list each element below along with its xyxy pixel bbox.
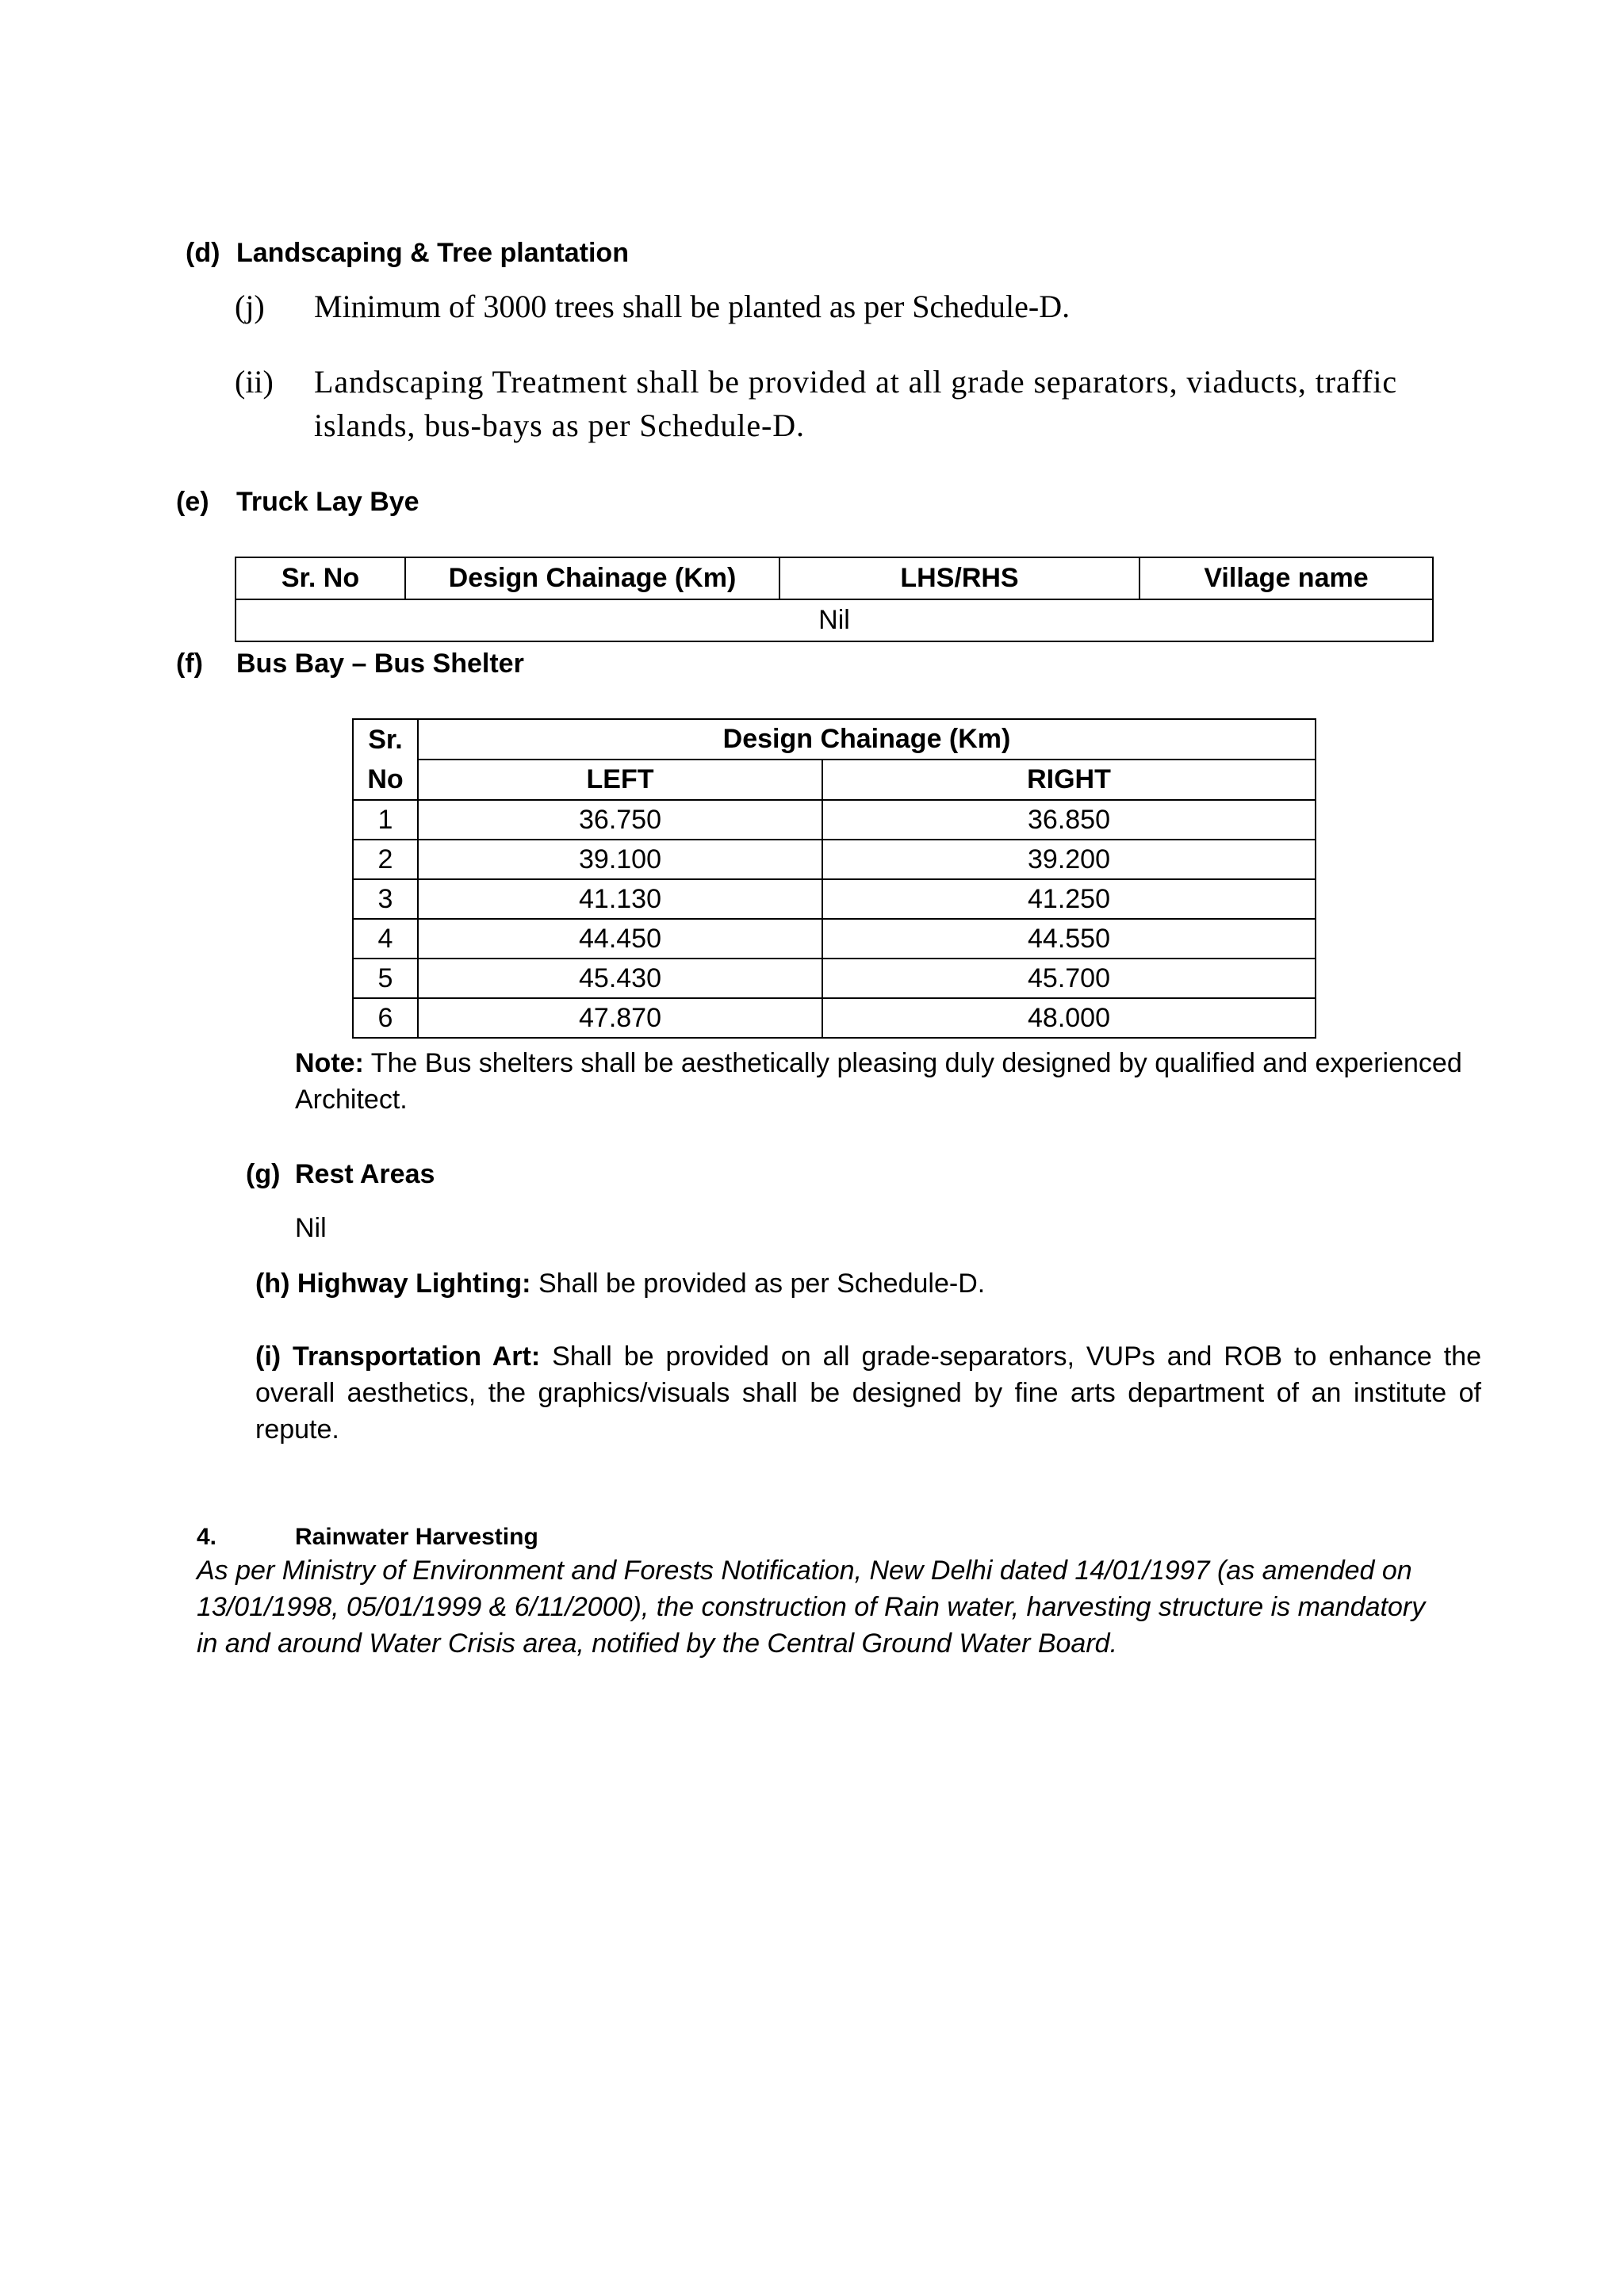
truck-lay-bye-table <box>235 557 1434 642</box>
left-cell: 36.750 <box>418 800 822 840</box>
section-i-text-line2: overall aesthetics, the graphics/visuals shall be designed by fine arts department of an institute of <box>255 1378 1481 1408</box>
section-f-title: Bus Bay – Bus Shelter <box>236 649 524 679</box>
section-4-number: 4. <box>197 1524 217 1550</box>
sr-cell: 2 <box>353 840 418 879</box>
item-ii-marker: (ii) <box>235 364 274 400</box>
left-cell: 41.130 <box>418 879 822 919</box>
note-label: Note: <box>295 1048 364 1078</box>
sr-cell: 3 <box>353 879 418 919</box>
section-e-label: (e) <box>176 487 209 517</box>
sr-cell: 6 <box>353 998 418 1038</box>
section-4-line1: As per Ministry of Environment and Forests Notification, New Delhi dated 14/01/1997 (as amended on <box>197 1556 1412 1586</box>
section-4-title: Rainwater Harvesting <box>295 1524 538 1550</box>
item-ii-text-line2: islands, bus-bays as per Schedule-D. <box>314 408 805 443</box>
section-4-body <box>197 1552 1481 1662</box>
section-i <box>255 1338 1481 1448</box>
section-f-label: (f) <box>176 649 203 679</box>
header-sr-no: Sr. No <box>236 557 405 599</box>
header-sr-no <box>353 719 418 800</box>
table-row <box>353 919 1316 959</box>
right-cell: 44.550 <box>822 919 1316 959</box>
left-cell: 47.870 <box>418 998 822 1038</box>
header-design-chainage: Design Chainage (Km) <box>405 557 779 599</box>
header-village-name: Village name <box>1139 557 1433 599</box>
sr-cell: 4 <box>353 919 418 959</box>
section-4-line2: 13/01/1998, 05/01/1999 & 6/11/2000), the construction of Rain water, harvesting structure is mandatory <box>197 1592 1426 1622</box>
item-j-marker: (j) <box>235 289 265 324</box>
section-h-text: Shall be provided as per Schedule-D. <box>538 1269 986 1299</box>
nil-cell: Nil <box>236 599 1433 641</box>
table-subheader-row <box>353 760 1316 800</box>
bus-shelter-note <box>295 1045 1481 1118</box>
table-row <box>353 879 1316 919</box>
item-j-text: Minimum of 3000 trees shall be planted as per Schedule-D. <box>314 289 1071 324</box>
section-i-label: (i) <box>255 1341 282 1372</box>
table-row <box>353 998 1316 1038</box>
right-cell: 48.000 <box>822 998 1316 1038</box>
bus-bay-table <box>352 718 1316 1039</box>
section-d-label: (d) <box>186 238 220 268</box>
table-row <box>236 599 1433 641</box>
sr-cell: 1 <box>353 800 418 840</box>
section-i-line1 <box>255 1338 1481 1375</box>
header-lhs-rhs: LHS/RHS <box>779 557 1139 599</box>
header-left: LEFT <box>418 760 822 800</box>
table-row <box>353 840 1316 879</box>
table-row <box>353 959 1316 998</box>
section-i-text-line1: Shall be provided on all grade-separators, VUPs and ROB to enhance the <box>552 1341 1481 1372</box>
right-cell: 45.700 <box>822 959 1316 998</box>
table-row <box>353 800 1316 840</box>
item-ii-text-line1: Landscaping Treatment shall be provided at all grade separators, viaducts, traffic <box>314 364 1397 400</box>
section-h-label: (h) <box>255 1269 290 1299</box>
sr-header-line1: Sr. <box>368 725 403 755</box>
table-header-row <box>236 557 1433 599</box>
left-cell: 44.450 <box>418 919 822 959</box>
right-cell: 39.200 <box>822 840 1316 879</box>
header-right: RIGHT <box>822 760 1316 800</box>
section-h <box>255 1265 985 1302</box>
section-i-title: Transportation Art: <box>293 1341 541 1372</box>
section-g-title: Rest Areas <box>295 1159 435 1189</box>
section-g-label: (g) <box>246 1159 281 1189</box>
sr-header-line2: No <box>367 764 404 794</box>
sr-cell: 5 <box>353 959 418 998</box>
table-header-row <box>353 719 1316 760</box>
section-4-line3: in and around Water Crisis area, notified by the Central Ground Water Board. <box>197 1628 1118 1659</box>
section-g-value: Nil <box>295 1213 327 1243</box>
section-e-title: Truck Lay Bye <box>236 487 419 517</box>
right-cell: 36.850 <box>822 800 1316 840</box>
section-i-text-line3: repute. <box>255 1414 339 1445</box>
right-cell: 41.250 <box>822 879 1316 919</box>
note-text-line1: The Bus shelters shall be aesthetically pleasing duly designed by qualified and experienced <box>370 1048 1462 1078</box>
note-text-line2: Architect. <box>295 1085 408 1115</box>
section-h-title: Highway Lighting: <box>297 1269 531 1299</box>
left-cell: 45.430 <box>418 959 822 998</box>
header-design-chainage: Design Chainage (Km) <box>418 719 1316 760</box>
section-d-title: Landscaping & Tree plantation <box>236 238 629 268</box>
left-cell: 39.100 <box>418 840 822 879</box>
